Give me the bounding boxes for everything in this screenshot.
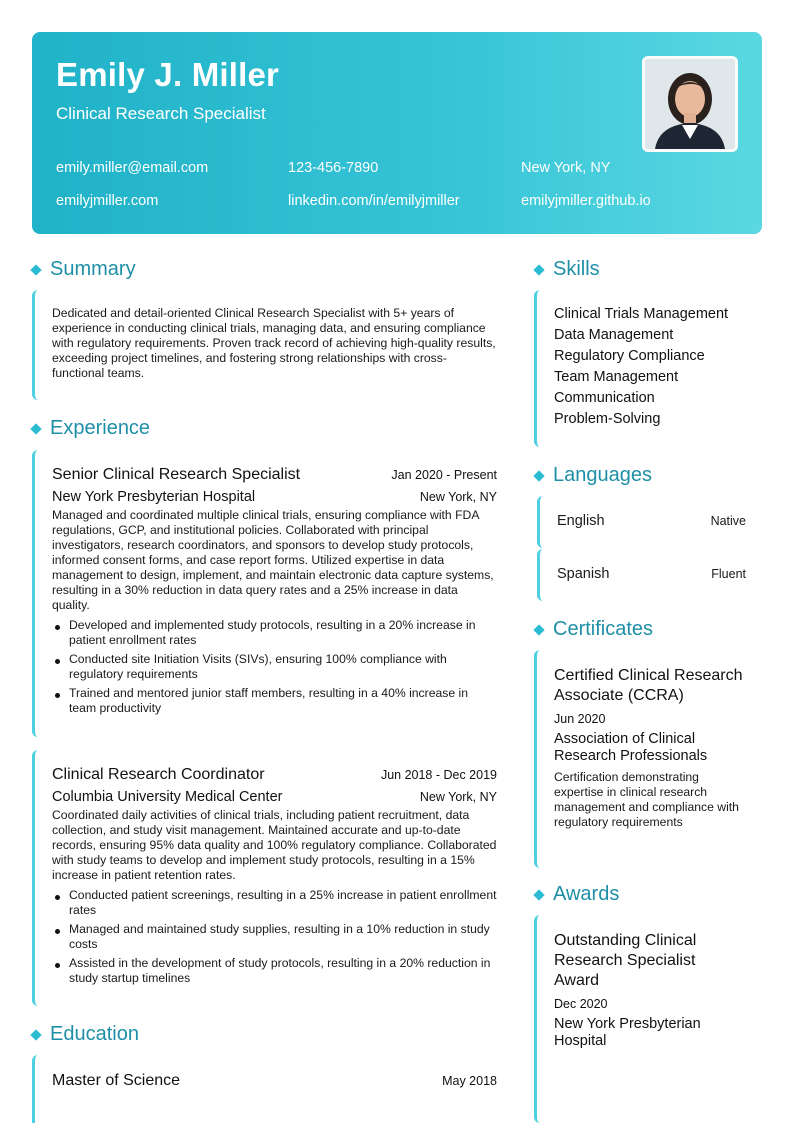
profile-photo [642, 56, 738, 152]
contact-website[interactable]: emilyjmiller.com [56, 193, 159, 209]
job-bullets [52, 618, 497, 716]
job-location: New York, NY [419, 790, 497, 804]
job-location: New York, NY [419, 490, 497, 504]
education-degree: Master of Science [52, 1072, 181, 1089]
contact-email[interactable]: emily.miller@email.com [56, 160, 209, 176]
skill-item: Data Management [554, 327, 674, 343]
certificates-title-text: Certificates [553, 618, 654, 640]
certificates-section-title [533, 618, 653, 641]
job-organization: New York Presbyterian Hospital [52, 489, 256, 505]
job-bullets [52, 888, 497, 986]
experience-item [32, 450, 497, 737]
certificate-issuer: Association of Clinical Research Professionals [554, 731, 708, 764]
list-item: Trained and mentored junior staff members, resulting in a 40% increase in team productivity [52, 686, 497, 716]
job-dates: Jan 2020 - Present [391, 468, 497, 482]
language-level: Native [710, 514, 746, 528]
education-block [32, 1055, 497, 1123]
skill-item: Clinical Trials Management [554, 306, 729, 322]
language-level: Fluent [711, 567, 746, 581]
profile-photo-avatar-icon [645, 59, 735, 149]
job-title: Senior Clinical Research Specialist [52, 466, 301, 483]
job-description: Coordinated daily activities of clinical trials, including patient recruitment, data collection, and study visit management. Maintained accurate and up-to-date records, ensuring 95% data quality and 100% regulatory compliance. Collaborated with study teams to develop and implement study protocols, resulting in a 15% increase in patient retention rates. [52, 808, 497, 882]
summary-title-text: Summary [50, 258, 136, 280]
certificate-date: Jun 2020 [554, 712, 606, 726]
job-description: Managed and coordinated multiple clinical trials, ensuring compliance with FDA regulations, GCP, and institutional policies. Collaborated with principal investigators, research coordinators, and sponsors to develop study protocols, informed consent forms, and case report forms. Utilized expertise in data management to design, implement, and maintain electronic data capture systems, resulting in a 30% reduction in data query rates and a 25% increase in data quality. [52, 508, 494, 612]
language-item [537, 549, 762, 601]
award-name: Outstanding Clinical Research Specialist Award [554, 932, 697, 989]
skill-item: Problem-Solving [554, 411, 661, 427]
job-title: Clinical Research Coordinator [52, 766, 265, 783]
education-date: May 2018 [442, 1074, 497, 1088]
diamond-icon [30, 423, 41, 434]
contact-linkedin[interactable]: linkedin.com/in/emilyjmiller [288, 193, 460, 209]
skill-item: Team Management [554, 369, 679, 385]
certificate-name: Certified Clinical Research Associate (CCRA) [554, 667, 743, 704]
resume-header [32, 32, 762, 234]
languages-title-text: Languages [553, 464, 652, 486]
awards-section-title [533, 883, 619, 906]
list-item: Developed and implemented study protocols, resulting in a 20% increase in patient enrollment rates [52, 618, 497, 648]
skills-block [534, 290, 762, 447]
skills-title-text: Skills [553, 258, 600, 280]
experience-item [32, 750, 497, 1006]
certificate-description: Certification demonstrating expertise in clinical research management and compliance with regulatory requirements [554, 770, 739, 829]
candidate-name: Emily J. Miller [56, 56, 280, 93]
summary-section-title [30, 258, 136, 281]
awards-title-text: Awards [553, 883, 620, 905]
diamond-icon [30, 1029, 41, 1040]
candidate-role: Clinical Research Specialist [56, 104, 266, 123]
contact-location: New York, NY [521, 160, 611, 176]
contact-phone[interactable]: 123-456-7890 [288, 160, 379, 176]
contact-github[interactable]: emilyjmiller.github.io [521, 193, 651, 209]
skills-section-title [533, 258, 600, 281]
language-name: Spanish [557, 566, 610, 582]
education-section-title [30, 1023, 139, 1046]
summary-text: Dedicated and detail-oriented Clinical Research Specialist with 5+ years of experience in conducting clinical trials, managing data, and ensuring compliance with regulatory requirements. Proven track record of achieving high-quality results, exceeding project timelines, and fostering strong relationships with cross-functional teams. [52, 306, 496, 380]
job-dates: Jun 2018 - Dec 2019 [380, 768, 497, 782]
experience-section-title [30, 417, 150, 440]
list-item: Managed and maintained study supplies, resulting in a 10% reduction in study costs [52, 922, 497, 952]
list-item: Assisted in the development of study protocols, resulting in a 20% reduction in study startup timelines [52, 956, 497, 986]
list-item: Conducted site Initiation Visits (SIVs), ensuring 100% compliance with regulatory requirements [52, 652, 497, 682]
education-title-text: Education [50, 1023, 139, 1045]
award-issuer: New York Presbyterian Hospital [554, 1016, 701, 1049]
experience-title-text: Experience [50, 417, 151, 439]
certificate-block [534, 650, 762, 868]
skill-item: Regulatory Compliance [554, 348, 705, 364]
language-name: English [557, 513, 605, 529]
award-block [534, 915, 762, 1123]
diamond-icon [533, 889, 544, 900]
diamond-icon [533, 264, 544, 275]
summary-block [32, 290, 494, 400]
list-item: Conducted patient screenings, resulting in a 25% increase in patient enrollment rates [52, 888, 497, 918]
diamond-icon [30, 264, 41, 275]
diamond-icon [533, 470, 544, 481]
language-item [537, 496, 762, 548]
job-organization: Columbia University Medical Center [52, 789, 283, 805]
award-date: Dec 2020 [554, 997, 608, 1011]
diamond-icon [533, 624, 544, 635]
languages-section-title [533, 464, 652, 487]
skill-item: Communication [554, 390, 655, 406]
